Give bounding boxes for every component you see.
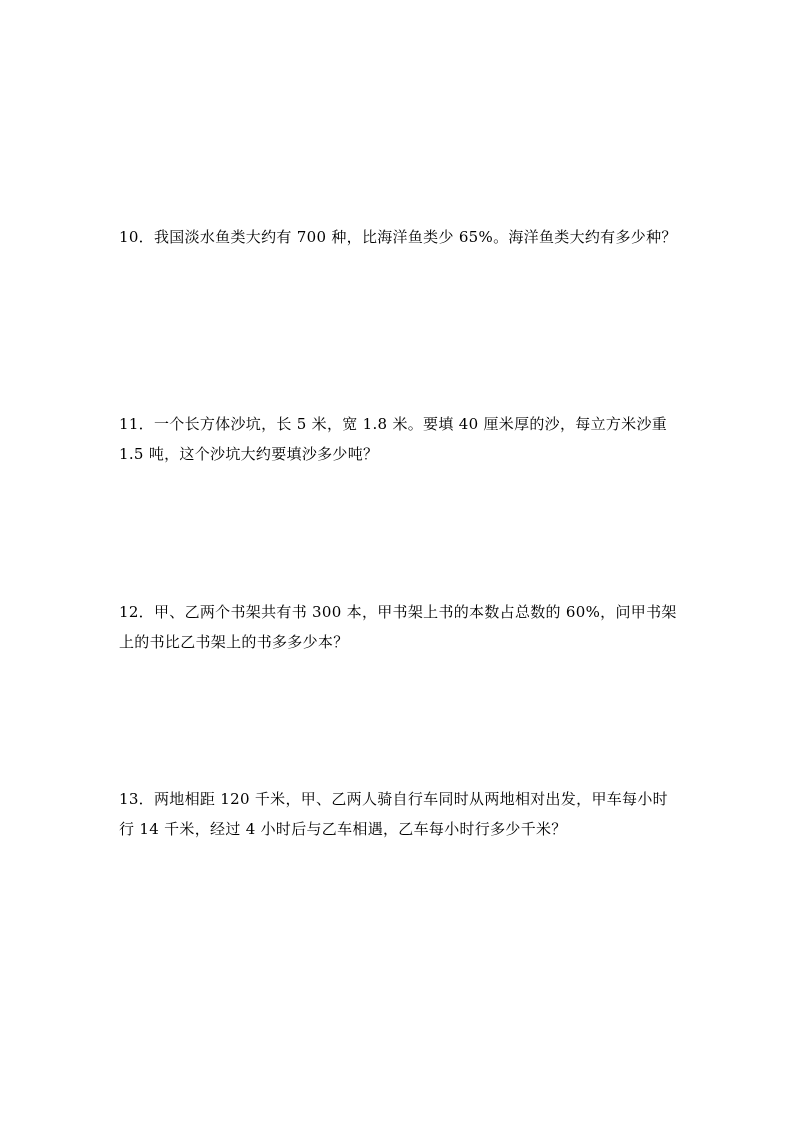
problem-12 [119, 597, 679, 657]
problem-11 [119, 409, 679, 469]
problem-13-line-1: 13．两地相距 120 千米，甲、乙两人骑自行车同时从两地相对出发，甲车每小时 [119, 790, 668, 808]
problem-10-line-1: 10．我国淡水鱼类大约有 700 种，比海洋鱼类少 65%。海洋鱼类大约有多少种？ [119, 228, 677, 246]
problem-13-line-2: 行 14 千米，经过 4 小时后与乙车相遇，乙车每小时行多少千米？ [119, 820, 567, 838]
problem-12-line-1: 12．甲、乙两个书架共有书 300 本，甲书架上书的本数占总数的 60%，问甲书架 [119, 603, 677, 621]
problem-11-line-2: 1.5 吨，这个沙坑大约要填沙多少吨？ [119, 445, 379, 463]
problem-12-line-2: 上的书比乙书架上的书多多少本？ [119, 633, 349, 651]
problem-11-line-1: 11．一个长方体沙坑，长 5 米，宽 1.8 米。要填 40 厘米厚的沙，每立方米沙重 [119, 415, 668, 433]
problem-10 [119, 222, 679, 252]
problem-13 [119, 784, 679, 844]
